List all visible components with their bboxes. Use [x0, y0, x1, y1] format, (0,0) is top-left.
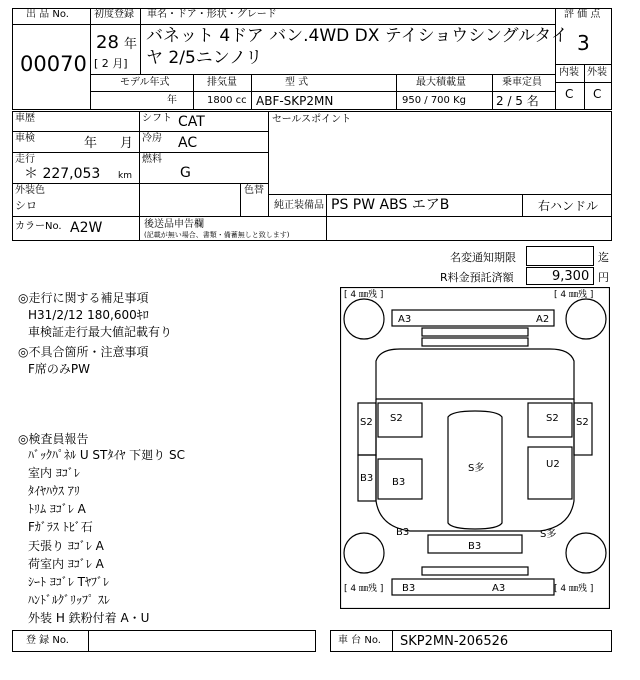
defects-title: ◎不具合箇所・注意事項 — [18, 345, 149, 359]
tire-rear-right — [566, 533, 606, 573]
car-name-label: 車名・ドア・形状・グレード — [147, 9, 277, 20]
right-slide-door — [528, 447, 572, 499]
equipment-label: 純正装備品 — [274, 200, 324, 211]
exterior-grade: C — [593, 87, 602, 101]
mileage-value: ＊ 227,053 — [24, 166, 101, 182]
lot-number: 00070 — [20, 52, 87, 76]
exterior-label: 外装 — [587, 67, 607, 78]
ext-color-label: 外装色 — [15, 185, 45, 196]
registration-label: 登 録 No. — [26, 635, 69, 646]
ac-label: 冷房 — [142, 133, 162, 144]
lot-label: 出 品 No. — [26, 9, 69, 20]
inspector-line: ﾊﾝﾄﾞﾙｸﾞﾘｯﾌﾟ ｽﾚ — [28, 593, 110, 607]
fuel-value: G — [180, 165, 191, 181]
mark-left-front-door: S2 — [390, 413, 403, 424]
chassis-value: SKP2MN-206526 — [400, 634, 509, 649]
steering-value: 右ハンドル — [538, 199, 599, 213]
inspector-line: 外装 H 鉄粉付着 A・U — [28, 611, 150, 625]
max-load-label: 最大積載量 — [416, 77, 466, 88]
tire-depth-front-right: [ 4 ㎜残 ] — [554, 290, 594, 300]
inspector-line: ﾊﾞｯｸﾊﾟﾈﾙ U STﾀｲﾔ 下廻り SC — [28, 448, 185, 462]
capacity-value: 2 / 5 名 — [496, 94, 539, 108]
inspector-line: 室内 ﾖｺﾞﾚ — [28, 466, 80, 480]
tire-depth-rear-right: [ 4 ㎜残 ] — [554, 584, 594, 594]
type-label: 型 式 — [285, 77, 309, 88]
capacity-label: 乗車定員 — [502, 77, 542, 88]
tire-front-right — [566, 299, 606, 339]
mark-left-front-door-outer: S2 — [360, 417, 373, 428]
max-load-value: 950 / 700 Kg — [402, 95, 466, 106]
color-no-value: A2W — [70, 220, 103, 236]
interior-grade: C — [565, 87, 574, 101]
inspector-line: 荷室内 ﾖｺﾞﾚ A — [28, 557, 104, 571]
post-report-note: (記載が無い場合、書類・備蓄無しと致します) — [144, 231, 290, 239]
recycle-label: R料金預託済額 — [440, 271, 514, 284]
displacement-value: 1800 cc — [207, 95, 247, 106]
mark-left-slide: B3 — [392, 477, 406, 488]
mark-front-bumper-left: A3 — [398, 314, 412, 325]
damage-diagram — [340, 287, 610, 609]
rear-bumper — [392, 579, 554, 595]
inspector-title: ◎検査員報告 — [18, 432, 89, 446]
tire-front-left — [344, 299, 384, 339]
recycle-value: 9,300 — [552, 269, 590, 284]
post-report-label: 後送品申告欄 — [144, 219, 204, 230]
tire-rear-left — [344, 533, 384, 573]
model-year-value: 年 — [167, 95, 177, 106]
mark-rear-bumper-left: B3 — [402, 583, 416, 594]
recycle-unit: 円 — [598, 271, 609, 284]
type-value: ABF-SKP2MN — [256, 94, 334, 108]
mileage-remark-2: 車検証走行最大値記載有り — [28, 325, 173, 339]
mark-left-slide-outer: B3 — [360, 473, 374, 484]
name-change-box — [526, 246, 594, 266]
displacement-label: 排気量 — [207, 77, 237, 88]
inspection-month: 月 — [120, 136, 134, 151]
tire-depth-rear-left: [ 4 ㎜残 ] — [344, 584, 384, 594]
inspector-line: ｼｰﾄ ﾖｺﾞﾚ Tﾔﾌﾞﾚ — [28, 575, 109, 589]
mark-right-rear-lower: S多 — [540, 529, 557, 540]
equipment-value: PS PW ABS エアB — [331, 197, 450, 213]
grade-label: 評 価 点 — [564, 9, 601, 20]
inspection-year: 年 — [84, 136, 98, 151]
mark-rear-bumper-center: A3 — [492, 583, 506, 594]
name-change-label: 名変通知期限 — [450, 251, 516, 264]
fuel-label: 燃料 — [142, 154, 162, 165]
inspector-line: ﾀｲﾔﾊｳｽ ｱﾘ — [28, 484, 80, 498]
front-lower — [422, 338, 528, 346]
mark-roof: S多 — [468, 463, 485, 474]
year-unit: 年 — [124, 37, 138, 52]
chassis-label: 車 台 No. — [338, 635, 381, 646]
history-label: 車歴 — [15, 113, 35, 124]
mark-back-door: B3 — [468, 541, 482, 552]
inspector-line: ﾄﾘﾑ ﾖｺﾞﾚ A — [28, 502, 86, 516]
left-front-door-outer — [358, 403, 376, 455]
inspection-label: 車検 — [15, 133, 35, 144]
mileage-unit: km — [118, 171, 132, 181]
sales-point-label: セールスポイント — [272, 114, 352, 125]
right-front-door-outer — [574, 403, 592, 455]
mark-right-front-door: S2 — [546, 413, 559, 424]
color-change-label: 色替 — [244, 185, 264, 196]
ext-color-value: シロ — [15, 199, 37, 212]
rear-lower — [422, 567, 528, 575]
inspector-line: 天張り ﾖｺﾞﾚ A — [28, 539, 104, 553]
model-year-label: モデル年式 — [120, 77, 170, 88]
grade-value: 3 — [577, 31, 590, 55]
color-no-label: カラーNo. — [15, 221, 62, 232]
first-reg-label: 初度登録 — [94, 9, 134, 20]
front-outline — [376, 349, 574, 399]
first-reg-month: [ 2 月] — [94, 57, 128, 70]
shift-value: CAT — [178, 114, 205, 130]
mark-right-slide: U2 — [546, 459, 560, 470]
mileage-label: 走行 — [15, 154, 35, 165]
inspector-line: Fｶﾞﾗｽ ﾄﾋﾞ石 — [28, 520, 93, 534]
car-name-line1: バネット 4ドア バン.4WD DX テイショウシングルタイ — [146, 26, 568, 46]
ac-value: AC — [178, 135, 198, 151]
tire-depth-front-left: [ 4 ㎜残 ] — [344, 290, 384, 300]
shift-label: シフト — [142, 113, 172, 124]
front-bumper — [392, 310, 554, 326]
name-change-unit: 迄 — [598, 251, 609, 264]
first-reg-year: 28 — [96, 32, 119, 53]
car-name-line2: ヤ 2/5ニンノリ — [146, 48, 263, 68]
front-grille — [422, 328, 528, 336]
defects-remark-1: F席のみPW — [28, 362, 91, 376]
mark-right-front-door-outer: S2 — [576, 417, 589, 428]
mileage-remarks-title: ◎走行に関する補足事項 — [18, 291, 149, 305]
mileage-remark-1: H31/2/12 180,600ｷﾛ — [28, 308, 149, 322]
interior-label: 内装 — [559, 67, 579, 78]
mark-front-bumper-right: A2 — [536, 314, 550, 325]
mark-left-rear-lower: B3 — [396, 527, 410, 538]
